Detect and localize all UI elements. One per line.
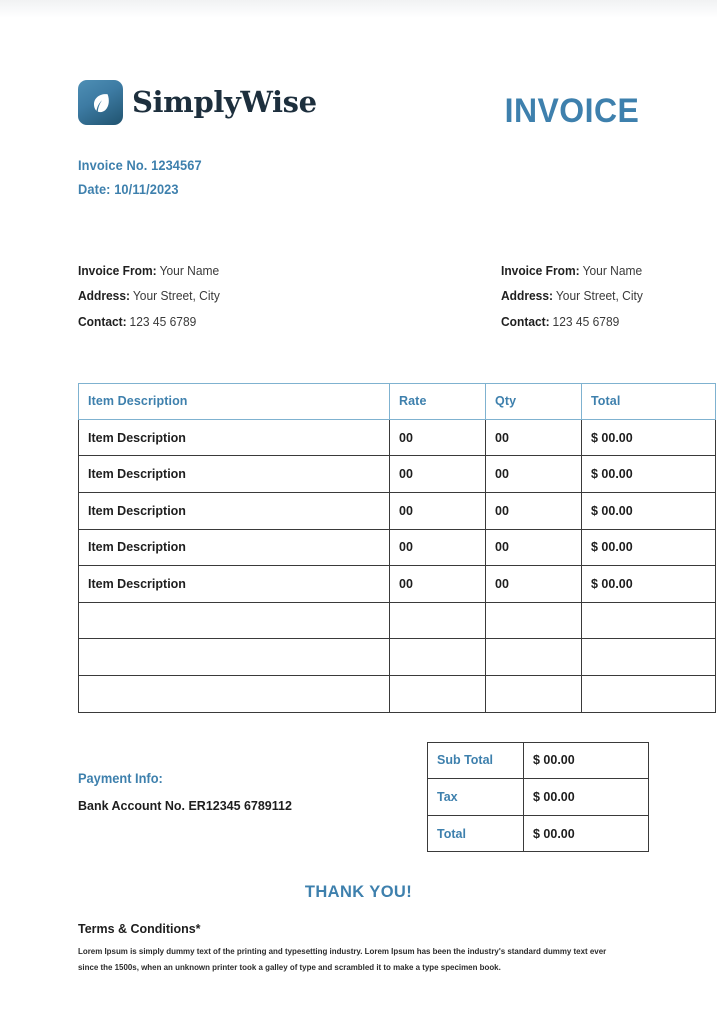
- address-value: Your Street, City: [556, 289, 644, 304]
- contact-row: [78, 310, 220, 335]
- totals-value: $ 00.00: [524, 742, 649, 779]
- table-row: [79, 566, 716, 603]
- cell-total: $ 00.00: [582, 419, 716, 456]
- totals-row: [428, 815, 649, 852]
- cell-rate: 00: [390, 456, 486, 493]
- totals-label: Total: [428, 815, 524, 852]
- cell-qty: [486, 639, 582, 676]
- cell-total: [582, 675, 716, 712]
- invoice-from-value: Your Name: [159, 264, 220, 279]
- table-header-row: [79, 383, 716, 419]
- cell-rate: [390, 602, 486, 639]
- thank-you-note: THANK YOU!: [304, 883, 413, 902]
- cell-description: Item Description: [79, 566, 390, 603]
- invoice-from-label: Invoice From:: [78, 264, 157, 279]
- column-header-rate: Rate: [390, 383, 486, 419]
- parties-section: [78, 259, 644, 335]
- contact-value: 123 45 6789: [129, 314, 197, 329]
- payment-info: [78, 742, 301, 813]
- invoice-from-row: [501, 259, 643, 284]
- invoice-header: [78, 0, 639, 128]
- cell-qty: 00: [486, 419, 582, 456]
- address-row: [78, 284, 220, 309]
- invoice-meta: [78, 154, 611, 202]
- totals-row: [428, 779, 649, 816]
- payment-info-title: Payment Info:: [78, 770, 163, 786]
- address-row: [501, 284, 643, 309]
- cell-rate: 00: [390, 492, 486, 529]
- cell-qty: [486, 675, 582, 712]
- address-value: Your Street, City: [132, 289, 220, 304]
- totals-table: [427, 742, 649, 853]
- invoice-from-row: [78, 259, 220, 284]
- page-title: INVOICE: [504, 92, 639, 130]
- table-row: [79, 639, 716, 676]
- cell-rate: 00: [390, 419, 486, 456]
- column-header-description: Item Description: [79, 383, 390, 419]
- items-table-head: [79, 383, 716, 419]
- totals-value: $ 00.00: [524, 779, 649, 816]
- cell-description: Item Description: [79, 492, 390, 529]
- party-block-left: [78, 259, 220, 335]
- totals-label: Sub Total: [428, 742, 524, 779]
- cell-qty: 00: [486, 492, 582, 529]
- items-table-body: [79, 419, 716, 712]
- cell-total: $ 00.00: [582, 492, 716, 529]
- table-row: [79, 456, 716, 493]
- table-row: [79, 492, 716, 529]
- contact-label: Contact:: [78, 314, 127, 329]
- cell-total: $ 00.00: [582, 456, 716, 493]
- bank-account-number: Bank Account No. ER12345 6789112: [78, 797, 292, 813]
- table-row: [79, 419, 716, 456]
- cell-total: $ 00.00: [582, 566, 716, 603]
- contact-label: Contact:: [501, 314, 550, 329]
- invoice-date: Date: 10/11/2023: [78, 182, 179, 198]
- items-table: [78, 383, 716, 713]
- contact-value: 123 45 6789: [552, 314, 620, 329]
- table-row: [79, 602, 716, 639]
- column-header-total: Total: [582, 383, 716, 419]
- cell-description: Item Description: [79, 419, 390, 456]
- invoice-from-label: Invoice From:: [501, 264, 580, 279]
- terms-body: Lorem Ipsum is simply dummy text of the printing and typesetting industry. Lorem Ipsum has been the industry's standard dummy text ever since the 1500s, when an unknown printer took a galley of type and scrambled it to make a type specimen book.: [78, 947, 607, 973]
- cell-description: Item Description: [79, 529, 390, 566]
- leaf-icon: [78, 80, 123, 125]
- brand-logo: [78, 80, 317, 125]
- terms-title: Terms & Conditions*: [78, 921, 201, 937]
- cell-description: Item Description: [79, 456, 390, 493]
- party-block-right: [501, 259, 643, 335]
- cell-qty: [486, 602, 582, 639]
- cell-description: [79, 602, 390, 639]
- column-header-qty: Qty: [486, 383, 582, 419]
- cell-rate: 00: [390, 566, 486, 603]
- invoice-number: Invoice No. 1234567: [78, 158, 202, 173]
- table-row: [79, 529, 716, 566]
- cell-rate: [390, 639, 486, 676]
- cell-rate: [390, 675, 486, 712]
- totals-row: [428, 742, 649, 779]
- cell-qty: 00: [486, 566, 582, 603]
- brand-name: SimplyWise: [132, 85, 317, 119]
- totals-label: Tax: [428, 779, 524, 816]
- cell-rate: 00: [390, 529, 486, 566]
- cell-qty: 00: [486, 456, 582, 493]
- contact-row: [501, 310, 643, 335]
- table-row: [79, 675, 716, 712]
- invoice-from-value: Your Name: [582, 264, 643, 279]
- cell-qty: 00: [486, 529, 582, 566]
- cell-total: [582, 602, 716, 639]
- address-label: Address:: [501, 289, 554, 304]
- cell-description: [79, 675, 390, 712]
- totals-table-body: [428, 742, 649, 852]
- cell-total: $ 00.00: [582, 529, 716, 566]
- address-label: Address:: [78, 289, 131, 304]
- cell-total: [582, 639, 716, 676]
- cell-description: [79, 639, 390, 676]
- totals-value: $ 00.00: [524, 815, 649, 852]
- payment-and-totals: [78, 742, 639, 853]
